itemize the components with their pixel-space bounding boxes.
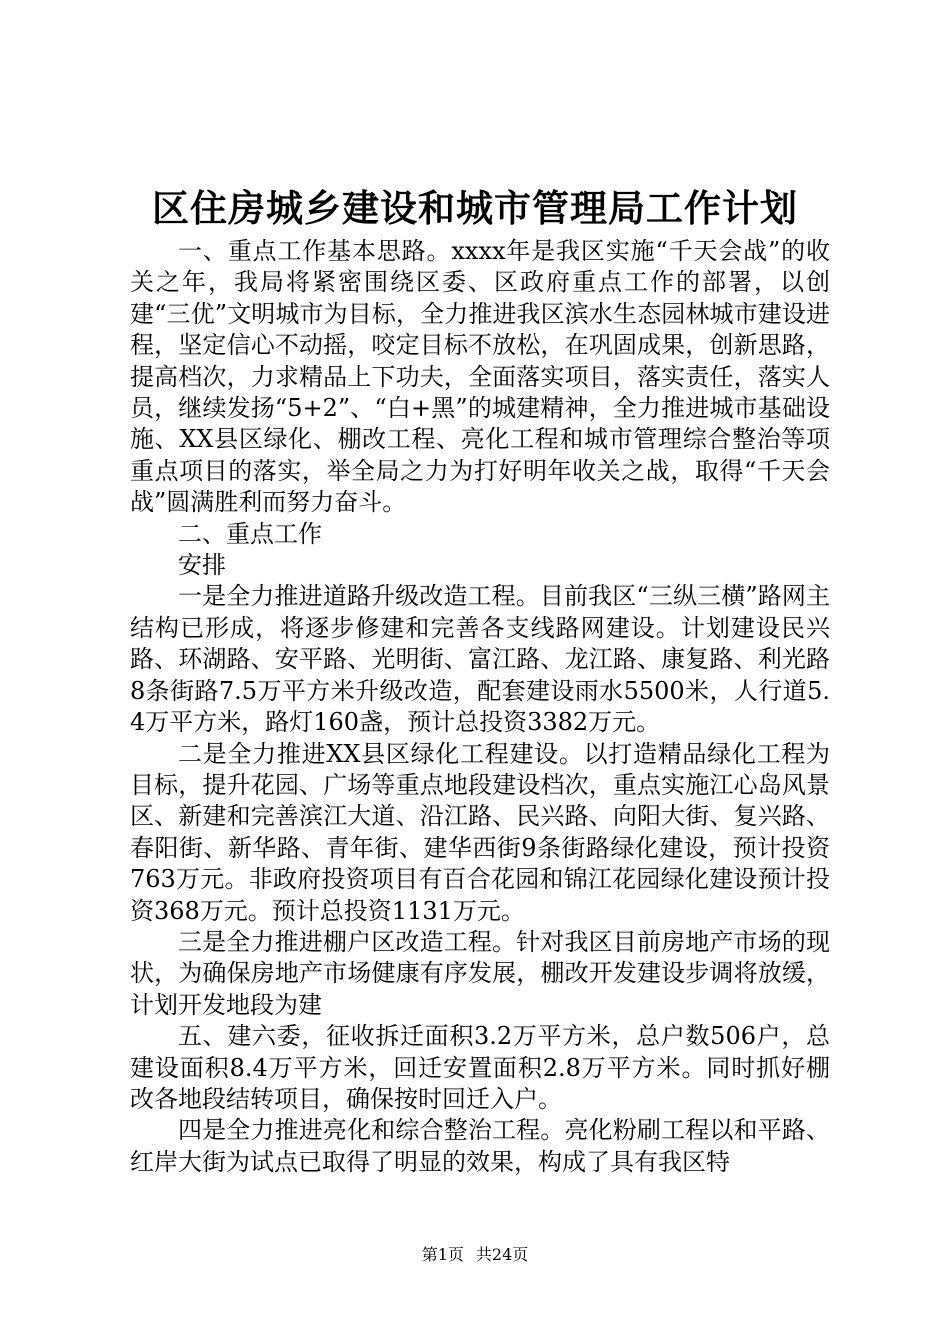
paragraph-lighting: 四是全力推进亮化和综合整治工程。亮化粉刷工程以和平路、红岸大街为试点已取得了明显的效果，构成了具有我区特	[130, 1116, 830, 1176]
paragraph-shantytown: 三是全力推进棚户区改造工程。针对我区目前房地产市场的现状，为确保房地产市场健康有序发展，棚改开发建设步调将放缓，计划开发地段为建	[130, 927, 830, 1019]
paragraph-arrangement: 安排	[178, 551, 226, 580]
page-total: 共24页	[475, 1245, 529, 1264]
page-number: 第1页	[421, 1245, 464, 1264]
paragraph-key-work-heading: 二、重点工作	[178, 519, 322, 548]
paragraph-greening: 二是全力推进XX县区绿化工程建设。以打造精品绿化工程为目标，提升花园、广场等重点地段建设档次，重点实施江心岛风景区、新建和完善滨江大道、沿江路、民兴路、向阳大街、复兴路、春阳街、新华路、青年街、建华西街9条街路绿化建设，预计投资763万元。非政府投资项目有百合花园和锦江花园绿化建设预计投资368万元。预计总投资1131万元。	[130, 739, 830, 925]
paragraph-basic-ideas: 一、重点工作基本思路。xxxx年是我区实施“千天会战”的收关之年，我局将紧密围绕区委、区政府重点工作的部署，以创建“三优”文明城市为目标，全力推进我区滨水生态园林城市建设进程，坚定信心不动摇，咬定目标不放松，在巩固成果，创新思路，提高档次，力求精品上下功夫，全面落实项目，落实责任，落实人员，继续发扬“5+2”、“白+黑”的城建精神，全力推进城市基础设施、XX县区绿化、棚改工程、亮化工程和城市管理综合整治等项重点项目的落实，举全局之力为打好明年收关之战，取得“千天会战”圆满胜利而努力奋斗。	[130, 237, 830, 517]
document-body	[130, 236, 830, 1178]
paragraph-demolition: 五、建六委，征收拆迁面积3.2万平方米，总户数506户，总建设面积8.4万平方米，回迁安置面积2.8万平方米。同时抓好棚改各地段结转项目，确保按时回迁入户。	[130, 1022, 830, 1113]
paragraph-road-upgrade: 一是全力推进道路升级改造工程。目前我区“三纵三横”路网主结构已形成，将逐步修建和完善各支线路网建设。计划建设民兴路、环湖路、安平路、光明街、富江路、龙江路、康复路、利光路8条街路7.5万平方米升级改造，配套建设雨水5500米，人行道5.4万平方米，路灯160盏，预计总投资3382万元。	[130, 582, 830, 737]
document-title: 区住房城乡建设和城市管理局工作计划	[152, 186, 798, 230]
page-footer	[0, 1244, 950, 1266]
